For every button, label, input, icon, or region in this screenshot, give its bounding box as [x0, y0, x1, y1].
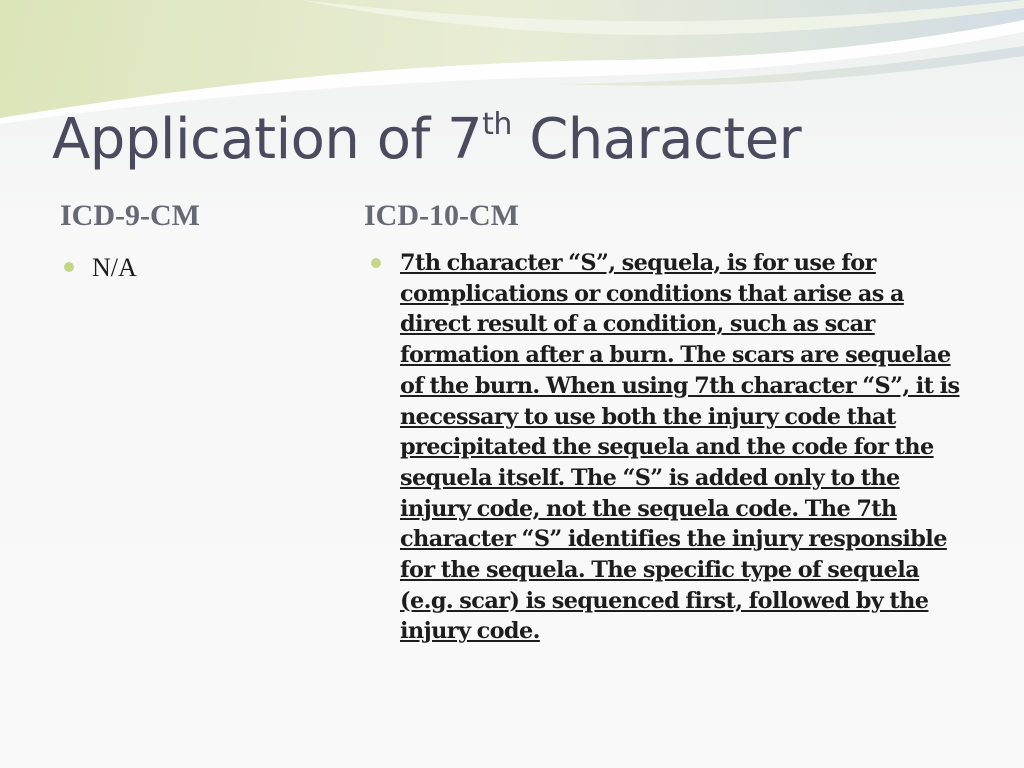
icd10-column-heading: ICD-10-CM	[364, 199, 519, 232]
bullet-dot-icon	[64, 262, 74, 272]
slide-title	[52, 100, 801, 180]
icd10-bullet-text: 7th character “S”, sequela, is for use for complications or conditions that arise as a direct result of a condition, such as scar formation after a burn. The scars are sequelae of the burn. When using 7th character “S”, it is necessary to use both the injury code that precipitated the sequela and the code for the sequela itself. The “S” is added only to the injury code, not the sequela code. The 7th character “S” identifies the injury responsible for the sequela. The specific type of sequela (e.g. scar) is sequenced first, followed by the injury code.	[400, 250, 960, 645]
icd9-bullet-item	[64, 252, 137, 284]
icd9-column-heading: ICD-9-CM	[60, 199, 200, 232]
icd9-bullet-text: N/A	[92, 253, 137, 282]
slide-title-superscript: th	[482, 107, 512, 143]
icd10-bullet-item	[371, 248, 971, 647]
bullet-dot-icon	[371, 258, 381, 268]
slide-title-rest: Character	[511, 107, 802, 172]
slide-title-main: Application of 7	[52, 107, 483, 172]
